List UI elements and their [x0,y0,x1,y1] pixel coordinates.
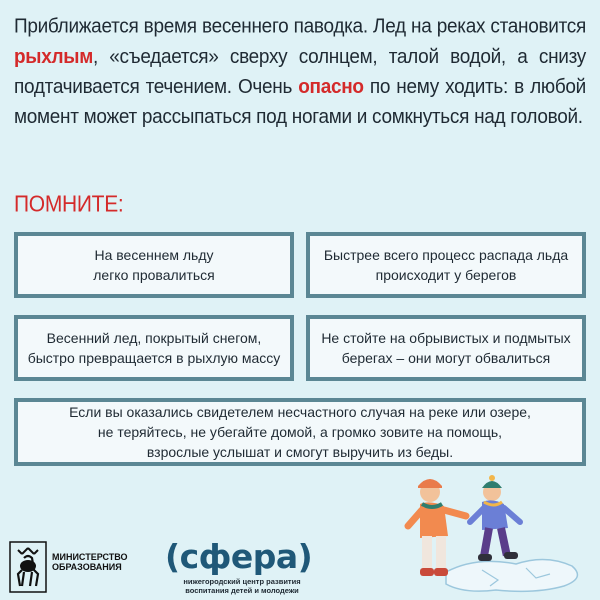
tip-line: Если вы оказались свидетелем несчастного случая на реке или озере, [69,404,531,420]
tip-line: Быстрее всего процесс распада льда [323,247,569,263]
sfera-wordmark: (сфера) [165,537,313,576]
tip-text [28,328,281,368]
tip-text [321,328,570,368]
ministry-line: ОБРАЗОВАНИЯ [52,562,122,572]
tip-text [324,245,568,285]
tip-line: взрослые услышат и смогут выручить из беды. [146,444,454,460]
ministry-name [52,552,128,572]
tip-line: быстро превращается в рыхлую массу [27,350,281,366]
intro-text-1: Приближается время весеннего паводка. Лед на реках становится [14,15,586,38]
sfera-sub-line: воспитания детей и молодежи [185,586,299,595]
tip-card [14,232,294,298]
intro-text-2: , «съедается» сверху солнцем, талой водой, а снизу подтачивается течением. Очень [14,45,586,99]
tip-card [306,232,586,298]
tip-line: берегах – они могут обвалиться [341,350,551,366]
tip-card-wide [14,398,586,466]
tip-text [69,402,531,462]
intro-paragraph [14,12,586,133]
intro-text-3: по нему ходить: в любой момент может рассыпаться под ногами и сомкнуться над головой. [14,75,586,129]
ministry-line: МИНИСТЕРСТВО [52,552,128,562]
tip-card [306,315,586,381]
tip-line: легко провалиться [93,267,215,283]
tip-text [93,245,215,285]
sfera-subtitle [167,577,317,595]
tip-line: Не стойте на обрывистых и подмытых [321,330,571,346]
sfera-word: сфера [179,537,298,576]
intro-accent-dangerous: опасно [298,75,364,99]
sfera-sub-line: нижегородский центр развития [183,577,301,586]
tip-line: Весенний лед, покрытый снегом, [46,330,262,346]
ministry-logo [8,540,158,596]
tip-card [14,315,294,381]
remember-heading: ПОМНИТЕ: [14,192,124,217]
tip-line: происходит у берегов [375,267,517,283]
deer-emblem-icon [8,540,48,594]
tip-line: На весеннем льду [94,247,214,263]
intro-accent-loose: рыхлым [14,45,93,69]
sfera-logo [163,537,323,597]
kids-on-ice-illustration [386,470,600,600]
tip-line: не теряйтесь, не убегайте домой, а громко зовите на помощь, [97,424,503,440]
